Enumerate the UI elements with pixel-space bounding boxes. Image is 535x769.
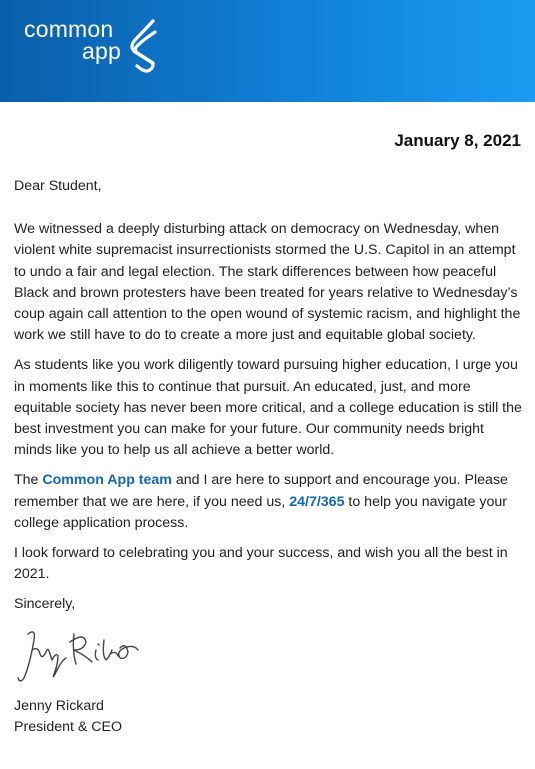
signer-title: President & CEO bbox=[14, 718, 123, 735]
signature-image bbox=[14, 620, 144, 692]
common-app-team-link[interactable]: Common App team bbox=[42, 472, 172, 489]
salutation: Dear Student, bbox=[14, 178, 102, 194]
handwritten-signature bbox=[14, 620, 524, 692]
paragraph-3-text-a: The bbox=[14, 472, 43, 489]
common-app-logo[interactable] bbox=[24, 18, 159, 76]
logo-wordmark bbox=[24, 18, 121, 62]
letter-body bbox=[14, 176, 524, 738]
paragraph-3-text-c: to help you navigate your college application process. bbox=[14, 493, 507, 531]
signer-name: Jenny Rickard bbox=[14, 697, 104, 714]
paragraph-2: As students like you work diligently toward pursuing higher education, I urge you in moments like this to continue that pursuit. An educated, just, and more equitable society has never been more critical, and a college education is still the best investment you can make for your future. Our community needs bright minds like you to help us all achieve a better world. bbox=[14, 357, 522, 459]
logo-line-common: common bbox=[24, 16, 114, 42]
paragraph-3 bbox=[14, 470, 524, 534]
common-app-swoosh-icon bbox=[125, 18, 159, 76]
paragraph-3-text-b: and I are here to support and encourage you. Please remember that we are here, if you need us, bbox=[14, 472, 508, 510]
signature-block bbox=[14, 696, 524, 738]
logo-line-app: app bbox=[82, 38, 121, 64]
paragraph-1: We witnessed a deeply disturbing attack on democracy on Wednesday, when violent white supremacist insurrectionists stormed the U.S. Capitol in an attempt to undo a fair and legal election. The stark differences between how peaceful Black and brown protesters have been treated for years relative to Wednesday’s coup again call attention to the open wound of systemic racism, and highlight the work we still have to do to create a more just and equitable global society. bbox=[14, 221, 521, 344]
closing: Sincerely, bbox=[14, 596, 76, 613]
email-header-banner bbox=[0, 0, 535, 102]
letter-date: January 8, 2021 bbox=[394, 131, 521, 150]
support-24-7-365-link[interactable]: 24/7/365 bbox=[289, 493, 345, 510]
paragraph-4: I look forward to celebrating you and your success, and wish you all the best in 2021. bbox=[14, 545, 508, 583]
